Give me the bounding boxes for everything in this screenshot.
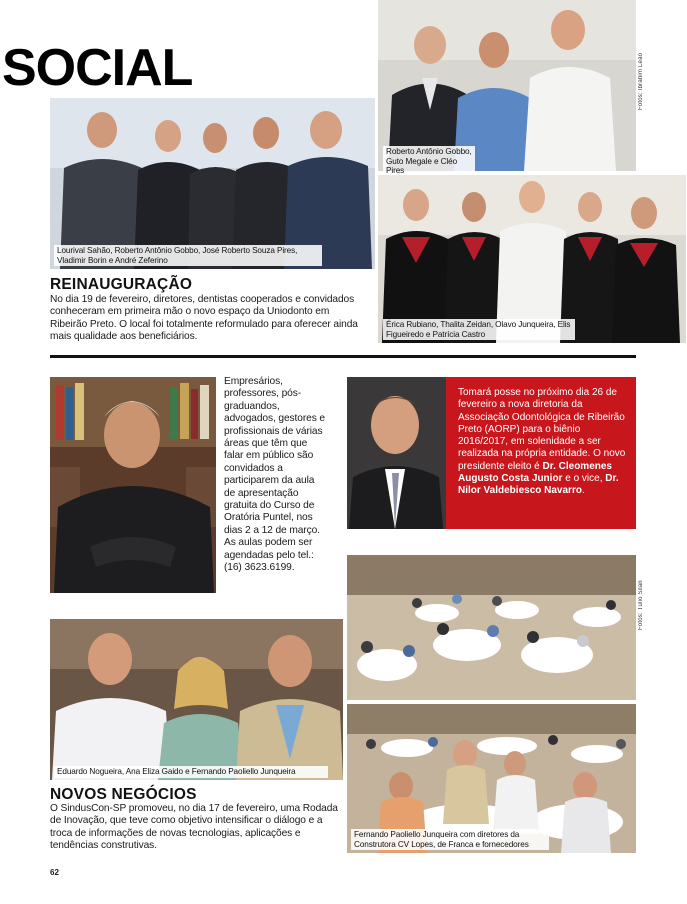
aorp-text-plain: Tomará posse no próximo dia 26 de fevereiro a nova diretoria da Associação Odontológica de Ribeirão Preto (AORP) para o biênio 2016/2017, em solenidade a ser realizada na própria entidade. O novo presidente eleito é [458,387,626,472]
photo-novos-negocios-trio [50,619,343,780]
photo-caption-top-right: Roberto Antônio Gobbo, Guto Megale e Cléo Pires [383,146,475,177]
photo-caption-mid-right: Érica Rubiano, Thalita Zeidan, Olavo Junqueira, Elis Figueiredo e Patrícia Castro [383,319,575,340]
photo-event-room-wide [347,555,636,700]
aorp-text-end: . [581,485,585,497]
aorp-text-mid: e o vice, [562,473,606,485]
reinauguracao-heading: REINAUGURAÇÃO [50,276,193,293]
novos-negocios-body: O SindusCon-SP promoveu, no dia 17 de fevereiro, uma Rodada de Inovação, que teve como objetivo intensificar o diálogo e a troca de informações de novas tecnologias, aplicações e tendências construtivas. [50,803,338,852]
photo-five-people [378,175,686,343]
page-number: 62 [50,868,59,877]
oratoria-body: Empresários, professores, pós-graduandos, advogados, gestores e profissionais de várias áreas que têm que falar em público são convidados a participarem da aula de apresentação gratuita do Curso de Oratória Puntel, nos dias 2 a 12 de março. As aulas podem ser agendadas pelo tel.: (16) 3623.6199. [224,376,325,574]
photo-caption-novos-right: Fernando Paoliello Junqueira com diretores da Construtora CV Lopes, de Franca e fornecedores [351,829,549,850]
novos-negocios-heading: NOVOS NEGÓCIOS [50,786,197,803]
photo-five-men [50,98,375,269]
section-divider [50,355,636,358]
photo-credit-bottom: Fotos: Túlio Silan [638,580,644,630]
photo-caption-novos-left: Eduardo Nogueira, Ana Eliza Gaido e Fernando Paoliello Junqueira [54,766,328,778]
aorp-president-name: Dr. Cleomenes Augusto Costa Junior [458,460,612,485]
aorp-announcement [446,377,636,529]
photo-oratoria-speaker [50,377,216,593]
photo-aorp-president [347,377,446,529]
section-title: SOCIAL [2,39,193,97]
aorp-vice-name: Dr. Nilor Valdebiesco Navarro [458,473,619,497]
photo-caption-main: Lourival Sahão, Roberto Antônio Gobbo, José Roberto Souza Pires, Vladimir Borin e André Zeferino [54,245,322,266]
photo-credit-top: Fotos: Ibrahim Leão [638,52,644,110]
reinauguracao-body: No dia 19 de fevereiro, diretores, dentistas cooperados e convidados conheceram em primeira mão o novo espaço da Uniodonto em Ribeirão Preto. O local foi totalmente reformulado para oferecer ainda mais qualidade aos beneficiários. [50,294,358,343]
